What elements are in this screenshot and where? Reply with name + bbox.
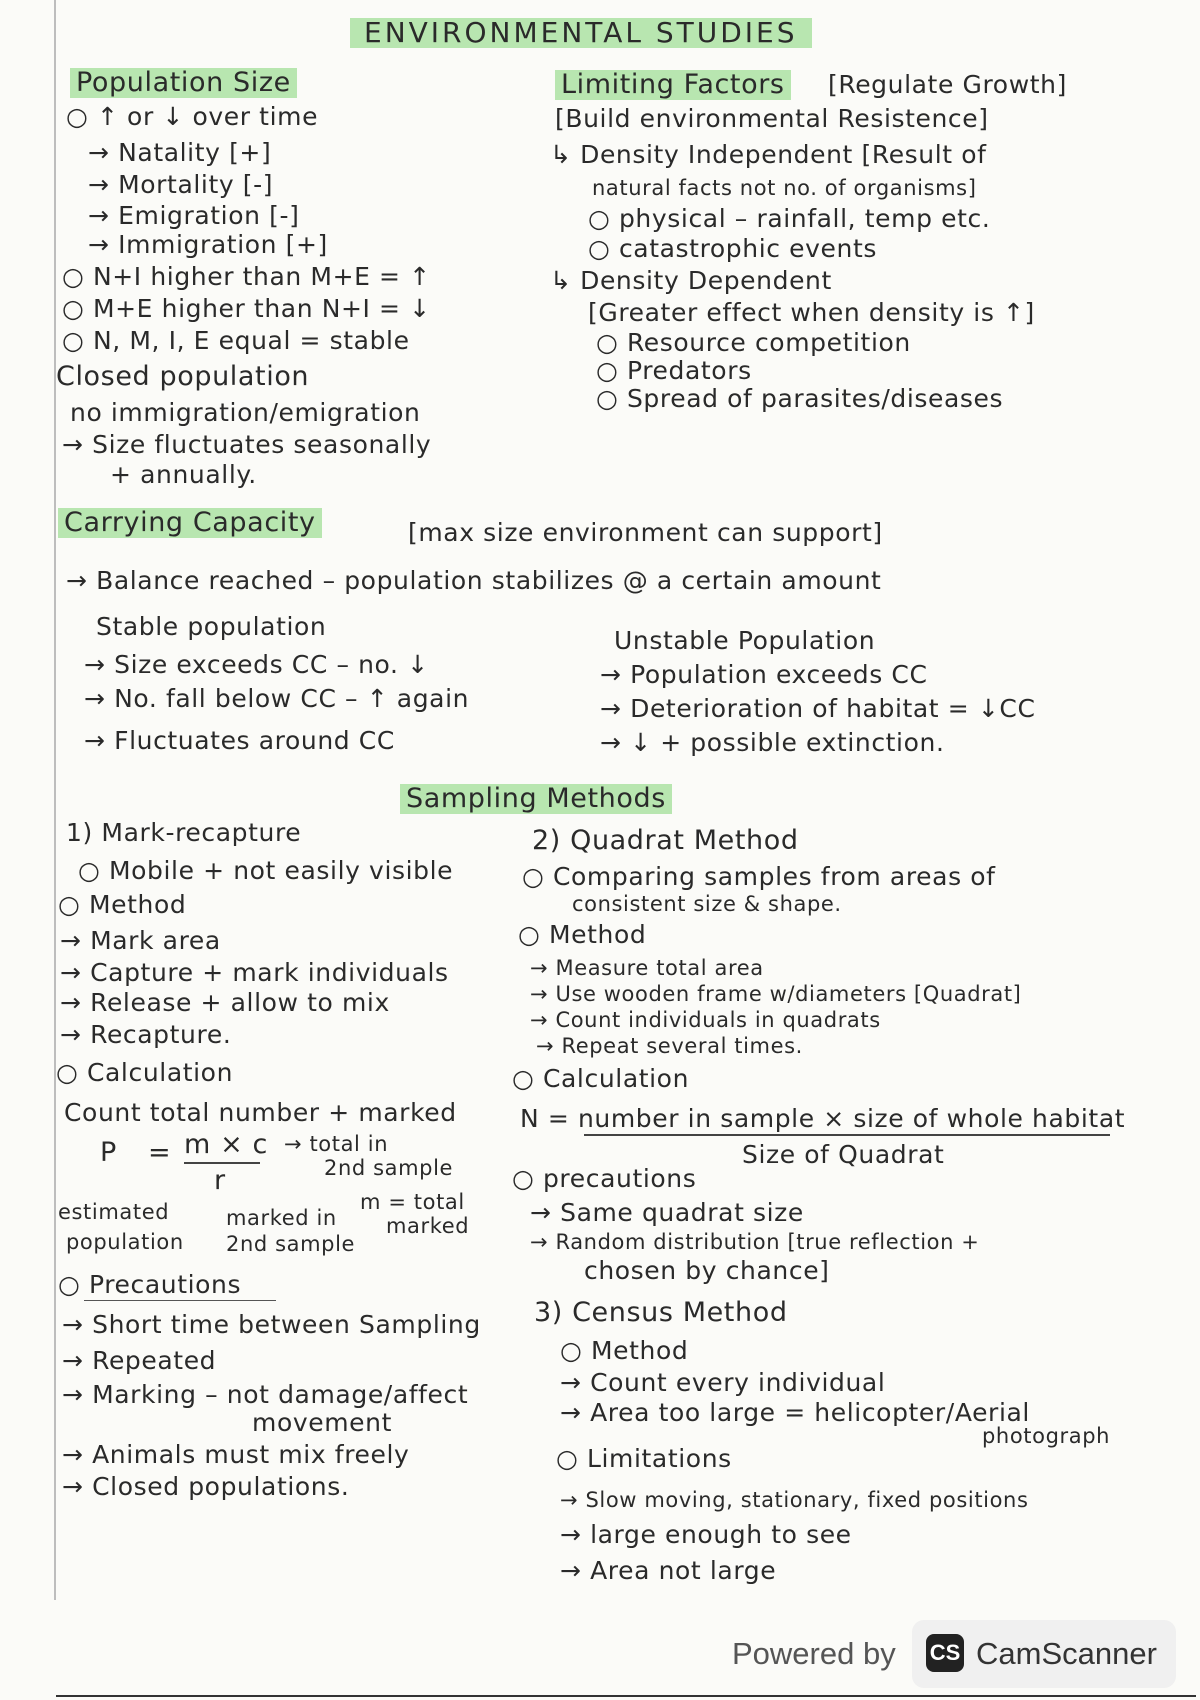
stable-population-line: → Size exceeds CC – no. ↓ <box>84 650 429 679</box>
page-title: ENVIRONMENTAL STUDIES <box>350 18 812 48</box>
mark-recapture-line: → Mark area <box>60 926 221 955</box>
limiting-factors-line: [Greater effect when density is ↑] <box>588 298 1035 327</box>
formula-lhs: P <box>100 1137 117 1168</box>
quadrat-line: ○ Comparing samples from areas of <box>522 862 996 891</box>
limiting-factors-line: ↳ Density Dependent <box>550 266 832 295</box>
limiting-factors-line: natural facts not no. of organisms] <box>592 176 977 200</box>
mark-recapture-precautions-heading: ○ Precautions <box>58 1270 242 1299</box>
quadrat-precaution: → Same quadrat size <box>530 1198 804 1227</box>
census-line: → Area not large <box>560 1556 777 1585</box>
mark-recapture-precaution: → Short time between Sampling <box>62 1310 481 1339</box>
closed-population-line: → Size fluctuates seasonally <box>62 430 432 459</box>
limiting-factors-line: ○ Predators <box>596 356 752 385</box>
mark-recapture-line: ○ Mobile + not easily visible <box>78 856 454 885</box>
camscanner-brand: CamScanner <box>976 1636 1157 1671</box>
closed-population-line: no immigration/emigration <box>70 398 421 427</box>
census-line: ○ Limitations <box>556 1444 732 1473</box>
precautions-underline <box>84 1300 276 1301</box>
stable-population-line: → No. fall below CC – ↑ again <box>84 684 470 713</box>
quadrat-line: ○ Method <box>518 920 647 949</box>
mark-recapture-precaution: → Closed populations. <box>62 1472 350 1501</box>
limiting-factors-line: ○ Resource competition <box>596 328 911 357</box>
mark-recapture-line: ○ Calculation <box>56 1058 234 1087</box>
stable-population-line: → Fluctuates around CC <box>84 726 395 755</box>
camscanner-logo-icon: CS <box>926 1634 964 1672</box>
population-size-line: → Natality [+] <box>88 138 272 167</box>
quadrat-line: → Measure total area <box>530 956 764 980</box>
limiting-factors-line: ↳ Density Independent [Result of <box>550 140 987 169</box>
quadrat-line: → Count individuals in quadrats <box>530 1008 881 1032</box>
sampling-methods-heading: Sampling Methods <box>400 784 672 814</box>
unstable-population-line: → Population exceeds CC <box>600 660 928 689</box>
population-size-line: ○ ↑ or ↓ over time <box>66 102 319 131</box>
census-line: → Area too large = helicopter/Aerial <box>560 1398 1030 1427</box>
carrying-capacity-heading: Carrying Capacity <box>58 508 322 538</box>
formula-note: estimated <box>58 1200 170 1224</box>
quadrat-line: ○ Calculation <box>512 1064 690 1093</box>
population-size-line: → Mortality [-] <box>88 170 274 199</box>
census-line: → Count every individual <box>560 1368 886 1397</box>
unstable-population-line: → ↓ + possible extinction. <box>600 728 945 757</box>
population-size-line: ○ N, M, I, E equal = stable <box>62 326 410 355</box>
quadrat-precaution: → Random distribution [true reflection + <box>530 1230 980 1254</box>
formula-note: 2nd sample <box>226 1232 356 1256</box>
closed-population-line: + annually. <box>110 460 257 489</box>
quadrat-precaution: chosen by chance] <box>584 1256 830 1285</box>
page-bottom-line <box>56 1695 1196 1697</box>
unstable-population-heading: Unstable Population <box>614 626 876 655</box>
quadrat-formula-denominator: Size of Quadrat <box>742 1140 945 1169</box>
population-size-line: ○ M+E higher than N+I = ↓ <box>62 294 431 323</box>
census-line: ○ Method <box>560 1336 689 1365</box>
formula-note: population <box>66 1230 184 1254</box>
population-size-heading: Population Size <box>70 68 297 98</box>
mark-recapture-line: Count total number + marked <box>64 1098 457 1127</box>
population-size-line: → Immigration [+] <box>88 230 328 259</box>
limiting-factors-line: ○ Spread of parasites/diseases <box>596 384 1004 413</box>
limiting-factors-note: [Regulate Growth] <box>828 70 1067 99</box>
mark-recapture-line: → Recapture. <box>60 1020 232 1049</box>
formula-note: marked in <box>226 1206 337 1230</box>
unstable-population-line: → Deterioration of habitat = ↓CC <box>600 694 1036 723</box>
quadrat-formula-bar <box>584 1134 1110 1136</box>
mark-recapture-precaution: → Marking – not damage/affect <box>62 1380 469 1409</box>
formula-note: marked <box>386 1214 470 1238</box>
population-size-line: ○ N+I higher than M+E = ↑ <box>62 262 431 291</box>
formula-note: 2nd sample <box>324 1156 454 1180</box>
formula-note: → total in <box>284 1132 389 1156</box>
mark-recapture-precaution: → Animals must mix freely <box>62 1440 410 1469</box>
limiting-factors-line: ○ catastrophic events <box>588 234 877 263</box>
quadrat-line: consistent size & shape. <box>572 892 842 916</box>
camscanner-badge <box>912 1620 1176 1688</box>
quadrat-precautions-heading: ○ precautions <box>512 1164 697 1193</box>
mark-recapture-line: ○ Method <box>58 890 187 919</box>
census-method-heading: 3) Census Method <box>534 1297 788 1328</box>
limiting-factors-line: ○ physical – rainfall, temp etc. <box>588 204 991 233</box>
closed-population-heading: Closed population <box>56 361 310 392</box>
carrying-capacity-note: [max size environment can support] <box>408 518 883 547</box>
quadrat-method-heading: 2) Quadrat Method <box>532 825 799 856</box>
formula-equals: = <box>148 1137 172 1168</box>
formula-note: m = total <box>360 1190 465 1214</box>
formula-fraction-bar <box>184 1162 260 1164</box>
limiting-factors-heading: Limiting Factors <box>555 70 791 100</box>
census-line: → Slow moving, stationary, fixed positions <box>560 1488 1029 1512</box>
census-line: → large enough to see <box>560 1520 852 1549</box>
population-size-line: → Emigration [-] <box>88 201 300 230</box>
mark-recapture-heading: 1) Mark-recapture <box>66 818 302 847</box>
mark-recapture-precaution: movement <box>252 1408 393 1437</box>
formula-numerator: m × c <box>184 1129 268 1160</box>
powered-by-text: Powered by <box>732 1636 896 1671</box>
balance-line: → Balance reached – population stabilizes @ a certain amount <box>66 566 882 595</box>
formula-denominator: r <box>214 1165 226 1196</box>
stable-population-heading: Stable population <box>96 612 327 641</box>
mark-recapture-line: → Release + allow to mix <box>60 988 390 1017</box>
census-line: photograph <box>982 1424 1111 1448</box>
quadrat-line: → Use wooden frame w/diameters [Quadrat] <box>530 982 1022 1006</box>
quadrat-formula-numerator: N = number in sample × size of whole habitat <box>520 1104 1126 1133</box>
mark-recapture-precaution: → Repeated <box>62 1346 217 1375</box>
limiting-factors-line: [Build environmental Resistence] <box>555 104 989 133</box>
mark-recapture-line: → Capture + mark individuals <box>60 958 449 987</box>
quadrat-line: → Repeat several times. <box>536 1034 803 1058</box>
page-margin-line <box>54 0 56 1600</box>
